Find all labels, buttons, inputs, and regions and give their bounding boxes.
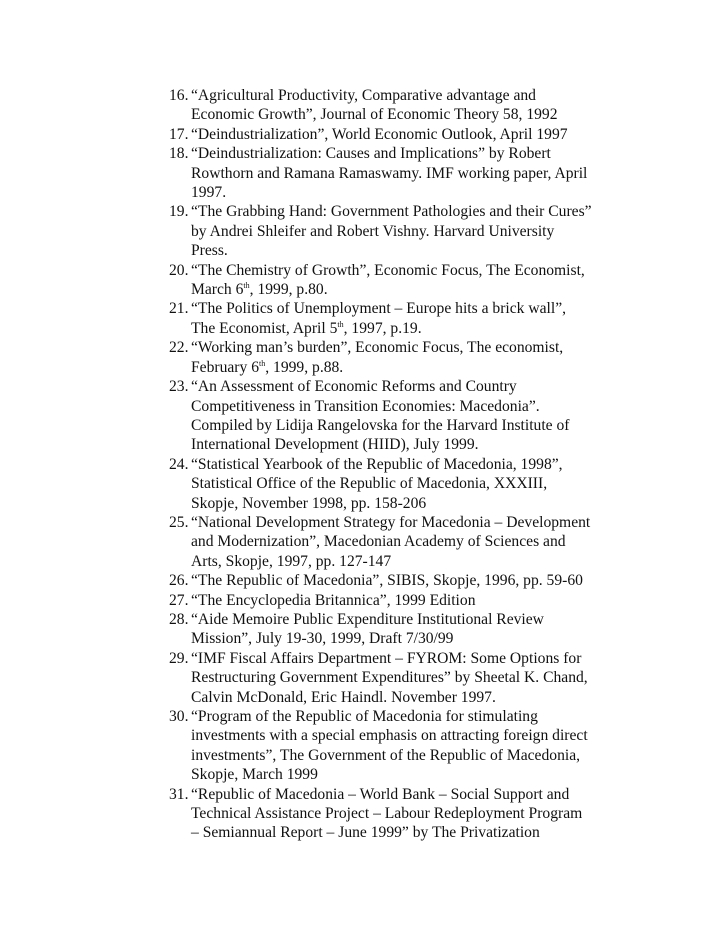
reference-item (169, 649, 639, 707)
reference-line: Compiled by Lidija Rangelovska for the Harvard Institute of (191, 416, 570, 434)
reference-line: International Development (HIID), July 1999. (191, 436, 479, 454)
reference-line: “Republic of Macedonia – World Bank – Social Support and (191, 785, 570, 803)
reference-text (191, 144, 639, 202)
reference-line: “The Politics of Unemployment – Europe hits a brick wall”, (191, 300, 567, 318)
reference-line: “Agricultural Productivity, Comparative advantage and (191, 87, 536, 104)
ordinal-suffix: th (337, 319, 344, 329)
reference-item (169, 338, 639, 377)
reference-item (169, 144, 639, 202)
reference-text (191, 571, 639, 590)
reference-text (191, 513, 639, 571)
reference-line: “Deindustrialization”, World Economic Outlook, April 1997 (191, 125, 568, 143)
reference-text (191, 299, 639, 338)
reference-line (191, 358, 639, 377)
reference-line-text: March 6 (191, 281, 244, 299)
reference-item (169, 455, 639, 513)
reference-list (169, 86, 639, 843)
reference-line-text: The Economist, April 5 (191, 319, 338, 337)
reference-line: Rowthorn and Ramana Ramaswamy. IMF working paper, April (191, 164, 588, 182)
reference-line: Restructuring Government Expenditures” by Sheetal K. Chand, (191, 669, 588, 687)
reference-number: 17. (169, 125, 189, 143)
reference-item (169, 202, 639, 260)
reference-line: “Aide Memoire Public Expenditure Institutional Review (191, 610, 544, 628)
reference-text (191, 610, 639, 649)
reference-line: Economic Growth”, Journal of Economic Theory 58, 1992 (191, 106, 558, 124)
reference-text (191, 785, 639, 843)
reference-line: “The Republic of Macedonia”, SIBIS, Skopje, 1996, pp. 59-60 (191, 572, 583, 590)
reference-line: Mission”, July 19-30, 1999, Draft 7/30/99 (191, 630, 454, 648)
reference-text (191, 86, 639, 125)
reference-number: 23. (169, 378, 189, 396)
reference-line: “IMF Fiscal Affairs Department – FYROM: Some Options for (191, 649, 582, 667)
reference-line: “The Chemistry of Growth”, Economic Focus, The Economist, (191, 261, 585, 279)
reference-item (169, 299, 639, 338)
reference-line (191, 280, 639, 299)
reference-line: Competitiveness in Transition Economies: Macedonia”. (191, 397, 540, 415)
reference-number: 26. (169, 572, 189, 590)
reference-line: Press. (191, 242, 228, 260)
reference-line (191, 319, 639, 338)
reference-text (191, 125, 639, 144)
reference-text (191, 591, 639, 610)
reference-line: and Modernization”, Macedonian Academy of Sciences and (191, 533, 566, 551)
reference-number: 27. (169, 591, 189, 609)
reference-number: 24. (169, 455, 189, 473)
reference-line: by Andrei Shleifer and Robert Vishny. Harvard University (191, 222, 555, 240)
reference-item (169, 785, 639, 843)
reference-item (169, 610, 639, 649)
ordinal-suffix: th (259, 358, 266, 368)
reference-line: “Program of the Republic of Macedonia for stimulating (191, 708, 538, 725)
reference-line: “The Grabbing Hand: Government Pathologies and their Cures” (191, 203, 592, 221)
reference-item (169, 261, 639, 300)
reference-line-text: , 1999, p.88. (265, 358, 344, 376)
reference-line-text: February 6 (191, 358, 259, 376)
reference-line: investments”, The Government of the Republic of Macedonia, (191, 746, 581, 764)
reference-line: “Working man’s burden”, Economic Focus, The economist, (191, 339, 564, 357)
reference-text (191, 202, 639, 260)
reference-line-text: , 1999, p.80. (249, 281, 328, 299)
reference-number: 31. (169, 785, 189, 803)
reference-line: “National Development Strategy for Macedonia – Development (191, 513, 591, 531)
reference-item (169, 377, 639, 455)
reference-line: investments with a special emphasis on attracting foreign direct (191, 727, 588, 745)
reference-line: “An Assessment of Economic Reforms and Country (191, 378, 517, 396)
reference-number: 25. (169, 513, 189, 531)
reference-number: 19. (169, 203, 189, 221)
reference-item (169, 125, 639, 144)
reference-text (191, 649, 639, 707)
reference-number: 20. (169, 261, 189, 279)
reference-line: – Semiannual Report – June 1999” by The Privatization (191, 824, 540, 842)
reference-item (169, 86, 639, 125)
reference-text (191, 338, 639, 377)
reference-number: 18. (169, 145, 189, 163)
reference-number: 28. (169, 610, 189, 628)
reference-line: Skopje, March 1999 (191, 766, 318, 784)
reference-item (169, 513, 639, 571)
reference-number: 22. (169, 339, 189, 357)
reference-line: 1997. (191, 184, 227, 202)
reference-line: “Statistical Yearbook of the Republic of Macedonia, 1998”, (191, 455, 563, 473)
reference-line: “Deindustrialization: Causes and Implications” by Robert (191, 145, 551, 163)
reference-line: Skopje, November 1998, pp. 158-206 (191, 494, 427, 512)
reference-text (191, 377, 639, 455)
reference-text (191, 455, 639, 513)
reference-line: Calvin McDonald, Eric Haindl. November 1997. (191, 688, 496, 706)
reference-number: 21. (169, 300, 189, 318)
reference-line: Technical Assistance Project – Labour Redeployment Program (191, 805, 583, 823)
reference-line: Arts, Skopje, 1997, pp. 127-147 (191, 552, 392, 570)
reference-number: 16. (169, 87, 189, 104)
reference-text (191, 261, 639, 300)
reference-number: 29. (169, 649, 189, 667)
reference-line: “The Encyclopedia Britannica”, 1999 Edition (191, 591, 476, 609)
reference-number: 30. (169, 708, 189, 725)
reference-item (169, 591, 639, 610)
reference-line-text: , 1997, p.19. (343, 319, 422, 337)
reference-line: Statistical Office of the Republic of Macedonia, XXXIII, (191, 475, 548, 493)
reference-item (169, 571, 639, 590)
ordinal-suffix: th (243, 281, 250, 291)
reference-item (169, 707, 639, 785)
reference-text (191, 707, 639, 785)
